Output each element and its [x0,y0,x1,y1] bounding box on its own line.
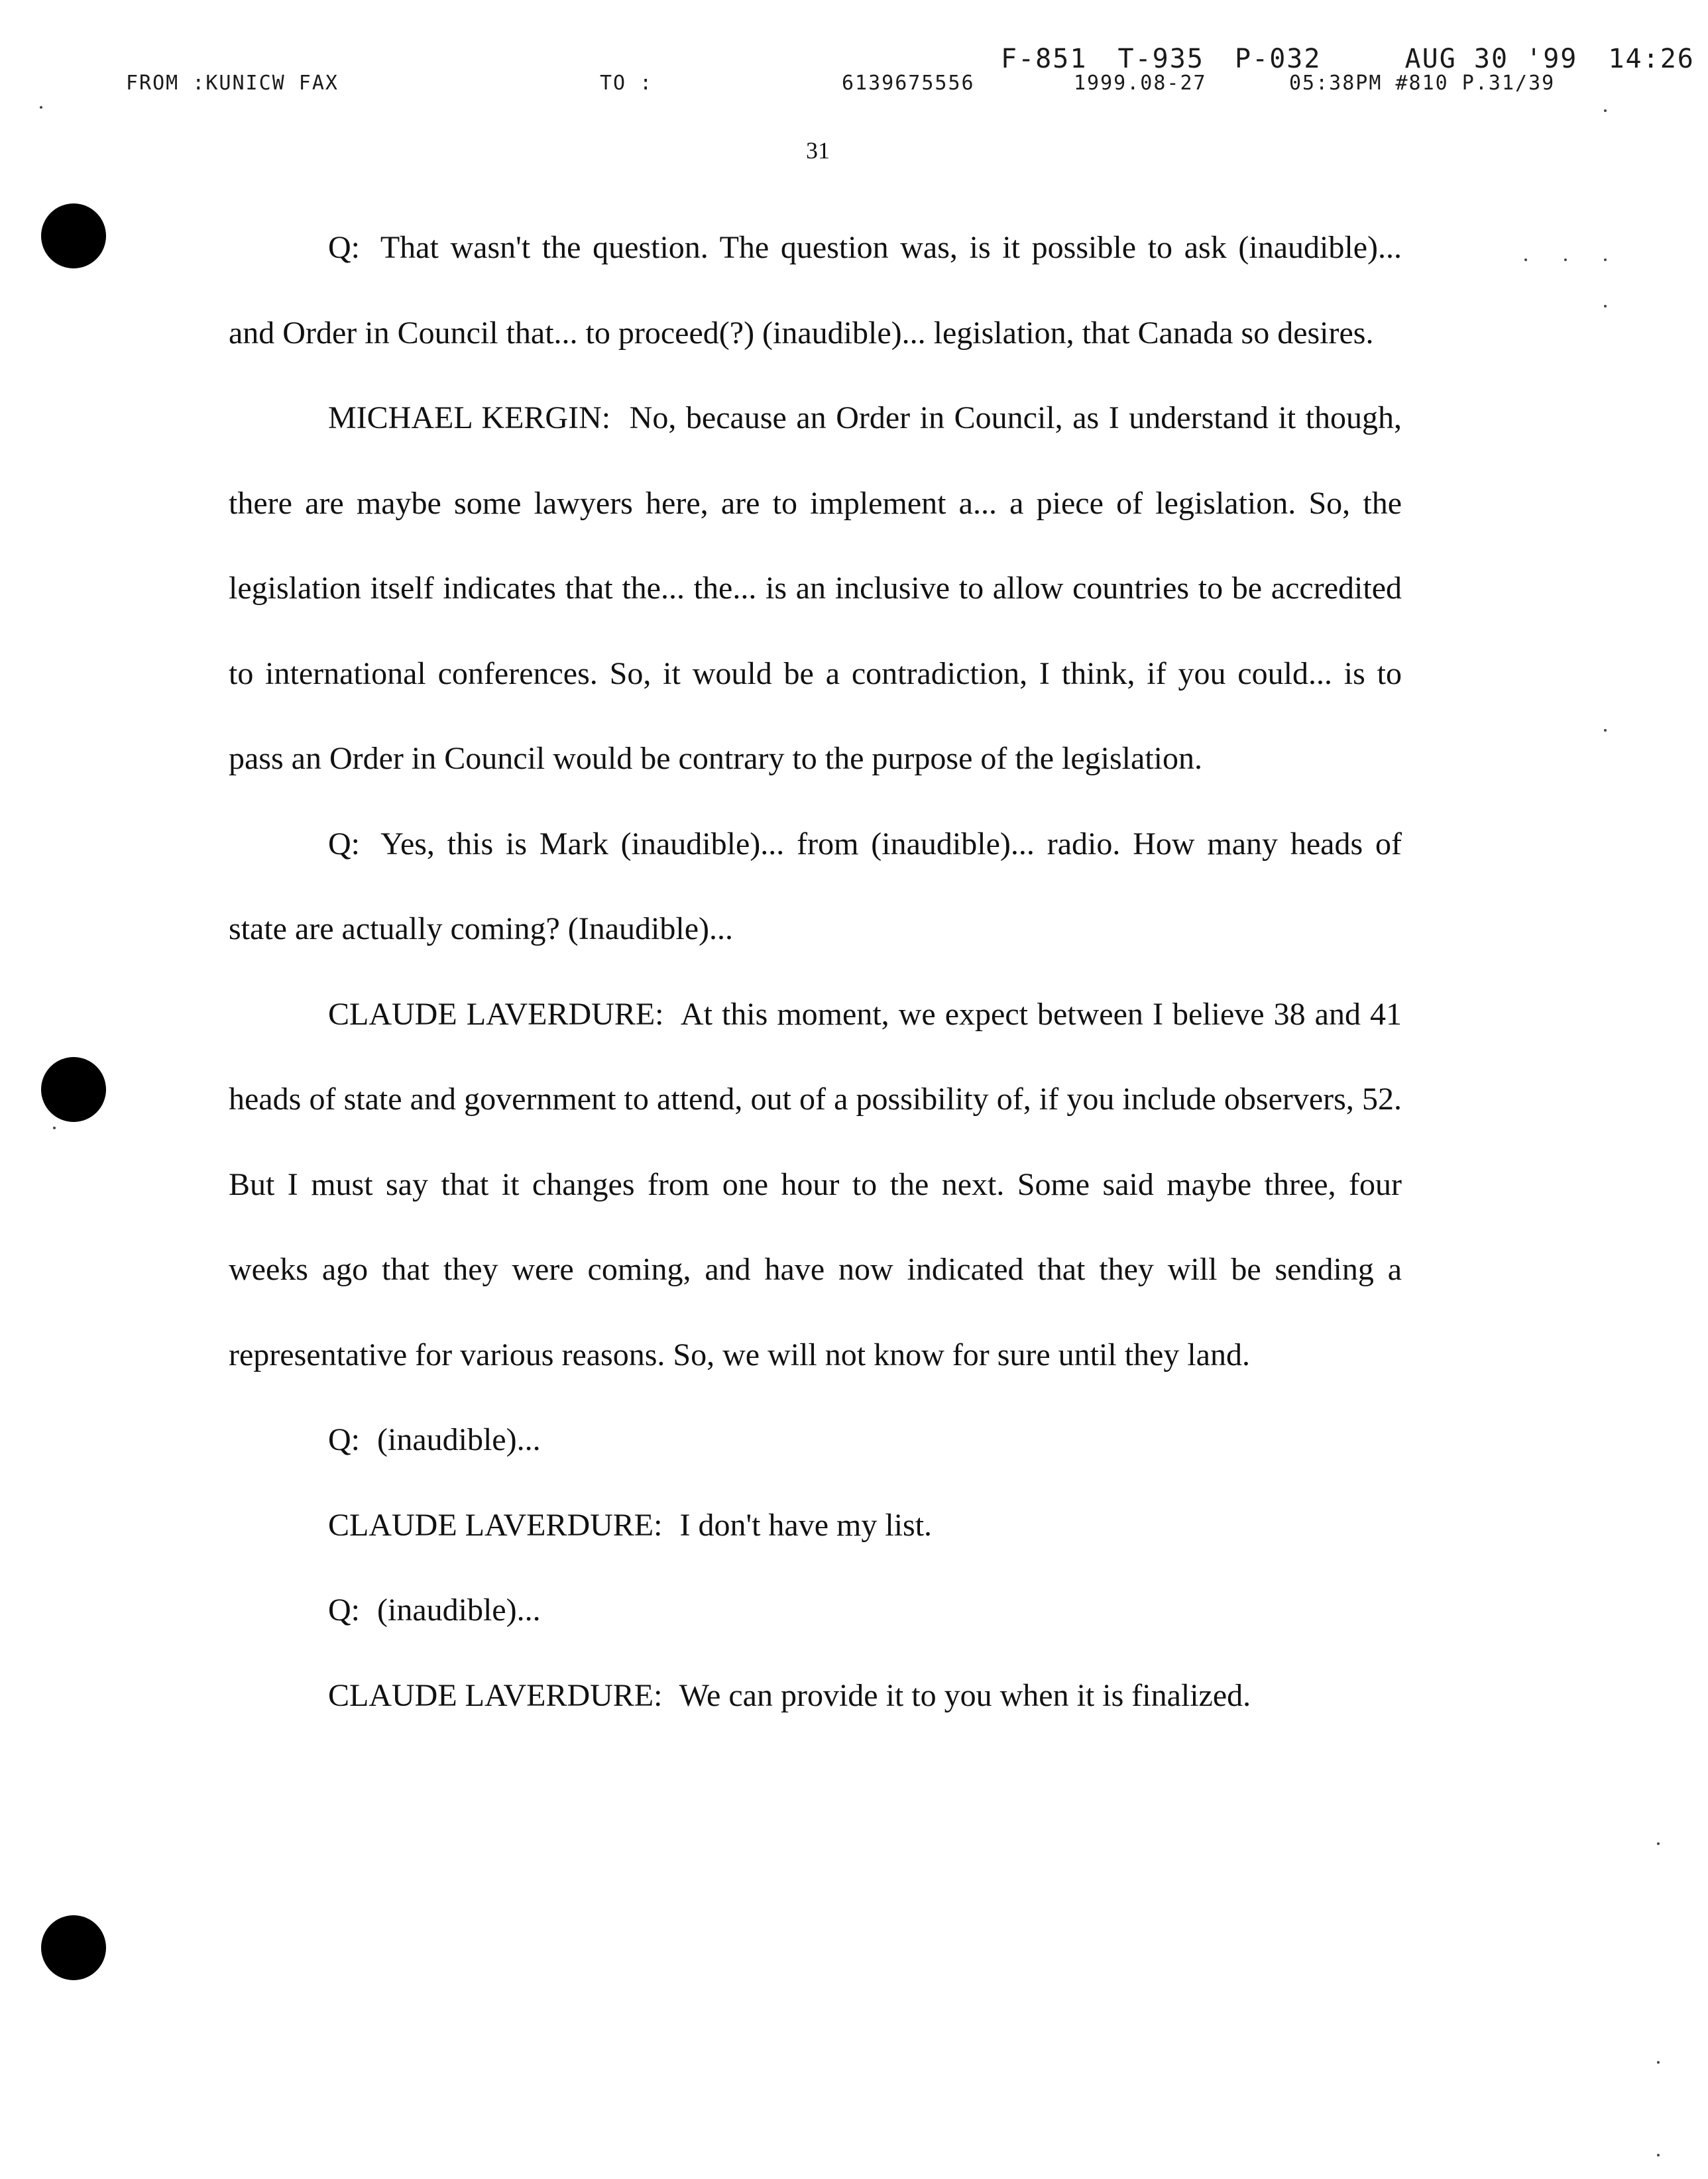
scan-speck [53,1127,56,1129]
speaker-label: CLAUDE LAVERDURE: [328,996,664,1032]
fax-received-time: 14:26 [1608,44,1695,74]
fax-code-f: F-851 [1001,44,1088,74]
punch-hole [41,203,106,268]
punch-hole [41,1915,106,1980]
transcript-paragraph [229,1568,1402,1653]
speaker-label: Q: [328,826,360,862]
transcript-paragraph [229,1398,1402,1483]
transcript-paragraph [229,972,1402,1398]
paragraph-text: We can provide it to you when it is finalized. [679,1677,1251,1713]
speaker-label: Q: [328,230,360,265]
scan-speck [1657,2154,1660,2156]
speaker-label: CLAUDE LAVERDURE: [328,1507,663,1543]
fax-header-top-line [1001,44,1708,74]
fax-code-t: T-935 [1117,44,1204,74]
scan-speck [1604,305,1607,307]
paragraph-text: At this moment, we expect between I believe 38 and 41 heads of state and government to attend, out of a possibility of, if you include observers, 52. But I must say that it changes from one hour to the next. Some said maybe three, four weeks ago that they were coming, and have now indicated that they will be sending a representative for various reasons. So, we will not know for sure until they land. [229,996,1402,1372]
speaker-label: MICHAEL KERGIN: [328,400,611,435]
speaker-label: Q: [328,1592,360,1628]
fax-number: 6139675556 [842,72,975,95]
scan-speck [1564,258,1567,261]
transcript-paragraph [229,1653,1402,1739]
fax-received-date: AUG 30 '99 [1404,44,1578,74]
transcript-paragraph [229,1483,1402,1569]
scan-speck [1604,258,1607,261]
scan-speck [40,106,42,109]
paragraph-text: (inaudible)... [377,1592,541,1628]
fax-from: FROM :KUNICW FAX [126,72,339,95]
fax-sent-date: 1999.08-27 [1074,72,1207,95]
fax-code-p: P-032 [1235,44,1322,74]
fax-to: TO : [600,72,654,95]
scan-speck [1604,729,1607,732]
paragraph-text: (inaudible)... [377,1422,541,1457]
transcript-paragraph [229,205,1402,376]
scan-speck [1604,109,1607,112]
paragraph-text: Yes, this is Mark (inaudible)... from (inaudible)... radio. How many heads of state are actually coming? (Inaudible)... [229,826,1402,946]
transcript-body [229,205,1402,1738]
punch-hole [41,1057,106,1122]
scan-speck [1657,1842,1660,1845]
paragraph-text: I don't have my list. [679,1507,933,1543]
paragraph-text: No, because an Order in Council, as I understand it though, there are maybe some lawyers here, are to implement a... a piece of legislation. So, the legislation itself indicates that the... the... is an inclusive to allow countries to be accredited to international conferences. So, it would be a contradiction, I think, if you could... is to pass an Order in Council would be contrary to the purpose of the legislation. [229,400,1402,776]
page-number: 31 [806,137,830,164]
fax-page-info: 05:38PM #810 P.31/39 [1289,72,1556,95]
transcript-paragraph [229,802,1402,972]
speaker-label: CLAUDE LAVERDURE: [328,1677,663,1713]
transcript-paragraph [229,376,1402,802]
scan-speck [1524,258,1527,261]
paragraph-text: That wasn't the question. The question was, is it possible to ask (inaudible)... and Order in Council that... to proceed(?) (inaudible)... legislation, that Canada so desires. [229,230,1402,351]
scan-speck [1657,2061,1660,2064]
speaker-label: Q: [328,1422,360,1457]
